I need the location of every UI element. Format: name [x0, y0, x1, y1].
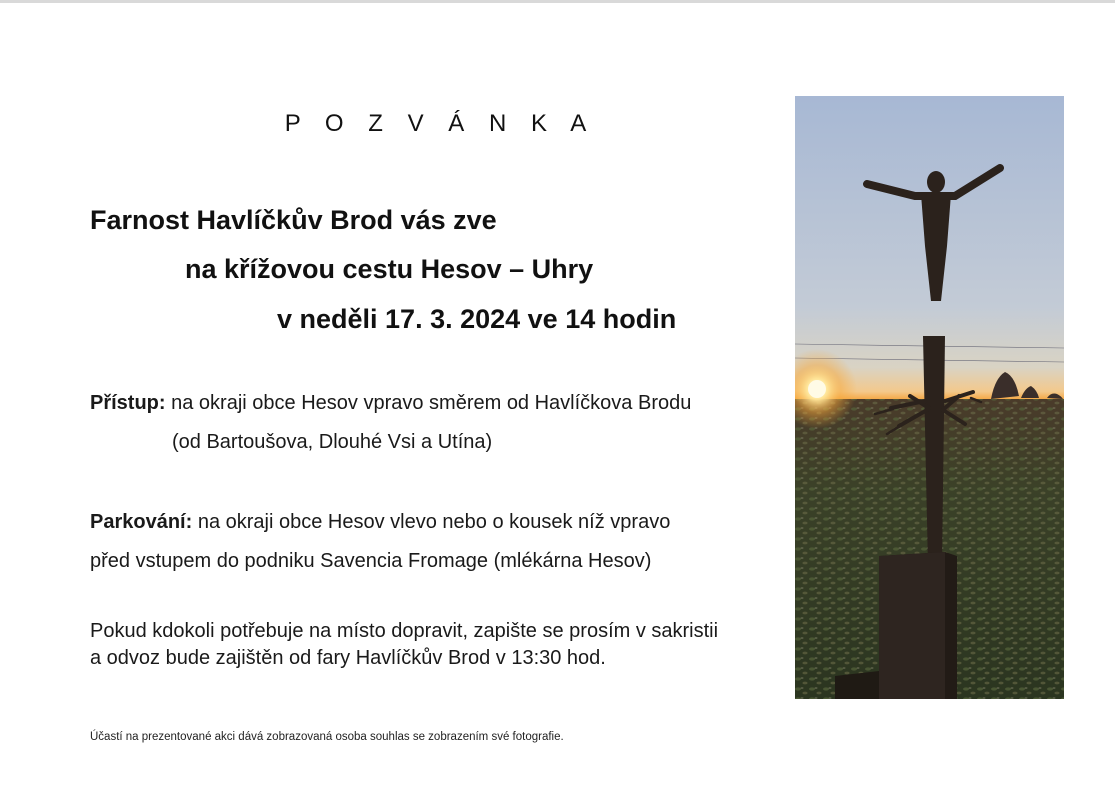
parking-label: Parkování: [90, 511, 193, 533]
invitation-line-3: v neděli 17. 3. 2024 ve 14 hodin [277, 304, 677, 334]
page-heading: P O Z V Á N K A [284, 110, 596, 137]
access-text: na okraji obce Hesov vpravo směrem od Havlíčkova Brodu [165, 392, 692, 414]
invitation-line-2: na křížovou cestu Hesov – Uhry [185, 254, 594, 284]
photo-consent-footnote: Účastí na prezentované akci dává zobrazovaná osoba souhlas se zobrazením své fotografie. [90, 731, 564, 743]
parking-text-2: před vstupem do podniku Savencia Fromage (mlékárna Hesov) [90, 550, 652, 572]
top-border [0, 0, 1115, 3]
access-text-2: (od Bartoušova, Dlouhé Vsi a Utína) [172, 431, 493, 453]
access-paragraph [90, 392, 691, 415]
invitation-line-1: Farnost Havlíčkův Brod vás zve [90, 205, 497, 235]
parking-text: na okraji obce Hesov vlevo nebo o kousek níž vpravo [192, 511, 671, 533]
parking-paragraph [90, 511, 670, 534]
crucifix-photo [795, 96, 1064, 699]
access-label: Přístup: [90, 392, 166, 414]
transport-line-2: a odvoz bude zajištěn od fary Havlíčkův Brod v 13:30 hod. [90, 647, 606, 669]
crucifix-photo-image [795, 96, 1064, 699]
transport-line-1: Pokud kdokoli potřebuje na místo dopravit, zapište se prosím v sakristii [90, 620, 719, 642]
